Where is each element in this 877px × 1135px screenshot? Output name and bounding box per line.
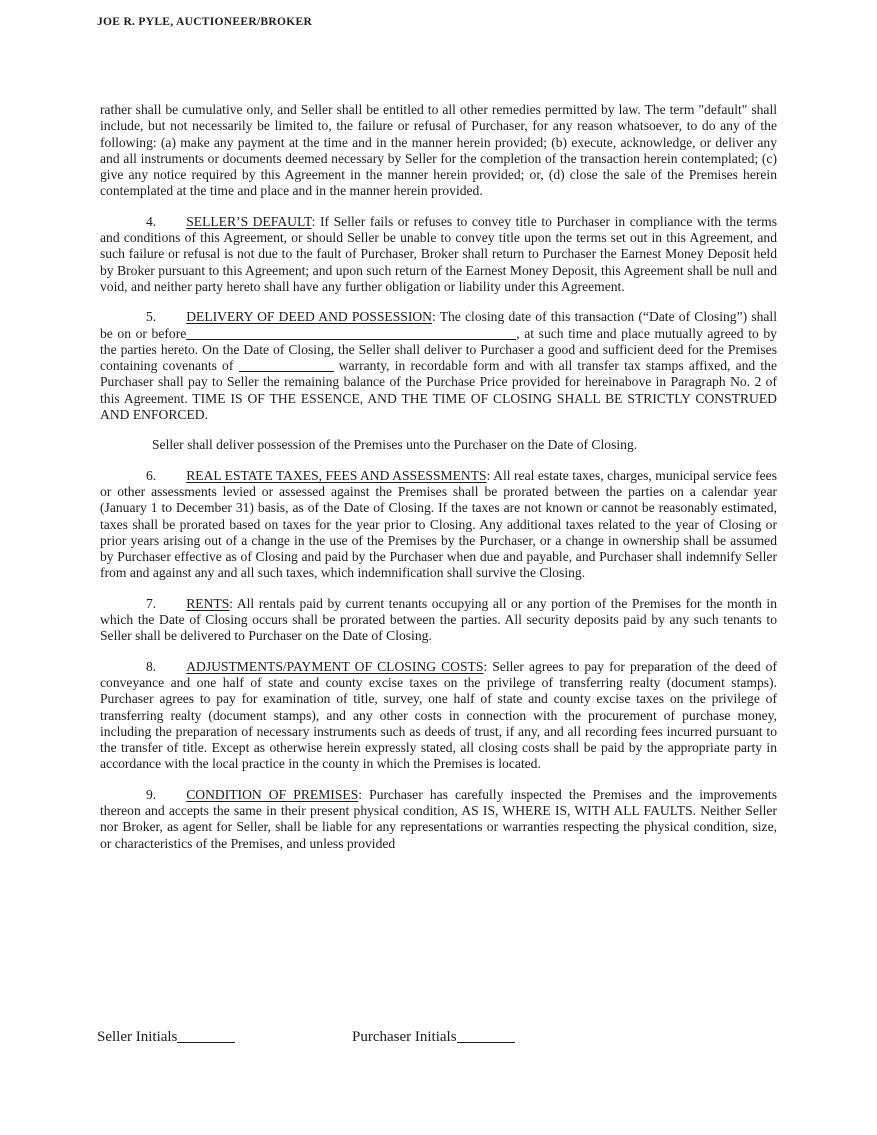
purchaser-initials-blank <box>457 1030 515 1043</box>
clause-text: : Seller agrees to pay for preparation of the deed of conveyance and one half of state and county excise taxes on the privilege of transferring realty (document stamps). Purchaser agrees to pay for examination of title, survey, one half of state and county excise taxes on the privilege of transferring realty (document stamps), and any other costs in connection with the procurement of purchase money, including the preparation of necessary instruments such as deeds of trust, if any, and all recording fees incurred pursuant to the transfer of title. Except as otherwise herein expressly stated, all closing costs shall be paid by the appropriate party in accordance with the local practice in the county in which the Premises is located. <box>100 658 777 772</box>
clause-9-condition-of-premises <box>100 787 777 852</box>
letterhead: JOE R. PYLE, AUCTIONEER/BROKER <box>97 16 313 28</box>
clause-text: , at such time and place mutually agreed to by the parties hereto. On the Date of Closing, the Seller shall deliver to Purchaser a good and sufficient deed for the Premises containing covenants of <box>100 325 777 374</box>
document-body <box>100 102 777 866</box>
clause-heading: SELLER’S DEFAULT <box>186 213 312 229</box>
clause-4-sellers-default <box>100 214 777 295</box>
clause-7-rents <box>100 596 777 645</box>
purchaser-initials-label: Purchaser Initials <box>352 1029 457 1045</box>
clause-heading: CONDITION OF PREMISES <box>186 786 359 802</box>
fill-in-blank-closing-date <box>186 328 516 340</box>
clause-text: warranty, in recordable form and with all transfer tax stamps affixed, and the Purchaser shall pay to Seller the remaining balance of the Purchase Price provided for hereinabove in Paragraph No. 2 of this Agreement. TIME IS OF THE ESSENCE, AND THE TIME OF CLOSING SHALL BE STRICTLY CONSTRUED AND ENFORCED. <box>100 358 777 423</box>
seller-initials-label: Seller Initials <box>97 1029 178 1045</box>
clause-text: : The closing date of this transaction (“Date of Closing”) shall be on or before <box>100 309 777 341</box>
clause-heading: ADJUSTMENTS/PAYMENT OF CLOSING COSTS <box>186 658 484 674</box>
clause-heading: RENTS <box>186 595 230 611</box>
clause-6-real-estate-taxes <box>100 468 777 582</box>
clause-continuation <box>100 102 777 200</box>
clause-number: 7. <box>146 595 157 611</box>
clause-text: : All real estate taxes, charges, municipal service fees or other assessments levied or assessed against the Premises shall be prorated between the parties on a calendar year (January 1 to December 31) basis, as of the Date of Closing. If the taxes are not known or cannot be reasonably estimated, taxes shall be prorated based on taxes for the year prior to Closing. Any additional taxes related to the year of Closing or prior years arising out of a change in the use of the Premises by the Purchaser, or a change in ownership shall be assumed by Purchaser effective as of Closing and paid by the Purchaser when due and payable, and Purchaser shall indemnify Seller from and against any and all such taxes, which indemnification shall survive the Closing. <box>100 467 777 581</box>
clause-text: : If Seller fails or refuses to convey title to Purchaser in compliance with the terms and conditions of this Agreement, or should Seller be unable to convey title upon the terms set out in this Agreement, and such failure or refusal is not due to the fault of Purchaser, Broker shall return to Purchaser the Earnest Money Deposit held by Broker pursuant to this Agreement; and upon such return of the Earnest Money Deposit, this Agreement shall be null and void, and neither party hereto shall have any further obligation or liability under this Agreement. <box>100 213 777 294</box>
clause-5-delivery-of-deed <box>100 309 777 423</box>
clause-text: : All rentals paid by current tenants occupying all or any portion of the Premises for the month in which the Date of Closing occurs shall be prorated between the parties. All security deposits paid by any such tenants to Seller shall be delivered to Purchaser on the Date of Closing. <box>100 595 777 644</box>
clause-text: Seller shall deliver possession of the Premises unto the Purchaser on the Date of Closing. <box>152 437 638 453</box>
clause-text: rather shall be cumulative only, and Seller shall be entitled to all other remedies permitted by law. The term "default" shall include, but not necessarily be limited to, the failure or refusal of Purchaser, for any reason whatsoever, to do any of the following: (a) make any payment at the time and in the manner herein provided; (b) execute, acknowledge, or deliver any and all instruments or documents deemed necessary by Seller for the completion of the transaction herein contemplated; (c) give any notice required by this Agreement in the manner herein provided; or, (d) close the sale of the Premises herein contemplated at the time and place and in the manner herein provided. <box>100 102 777 199</box>
clause-text: : Purchaser has carefully inspected the Premises and the improvements thereon and accepts the same in their present physical condition, AS IS, WHERE IS, WITH ALL FAULTS. Neither Seller nor Broker, as agent for Seller, shall be liable for any representations or warranties respecting the physical condition, size, or characteristics of the Premises, and unless provided <box>100 786 777 851</box>
purchaser-initials-slot <box>352 1029 607 1046</box>
clause-number: 8. <box>146 658 157 674</box>
clause-number: 6. <box>146 467 157 483</box>
clause-number: 5. <box>146 309 157 325</box>
seller-initials-slot <box>97 1029 352 1046</box>
clause-heading: REAL ESTATE TAXES, FEES AND ASSESSMENTS <box>186 467 487 483</box>
possession-statement <box>100 437 777 453</box>
clause-8-closing-costs <box>100 659 777 773</box>
initials-footer <box>97 1029 607 1046</box>
clause-heading: DELIVERY OF DEED AND POSSESSION <box>186 309 432 325</box>
clause-number: 9. <box>146 786 157 802</box>
fill-in-blank-warranty-type <box>239 360 334 372</box>
seller-initials-blank <box>177 1030 235 1043</box>
clause-number: 4. <box>146 213 157 229</box>
